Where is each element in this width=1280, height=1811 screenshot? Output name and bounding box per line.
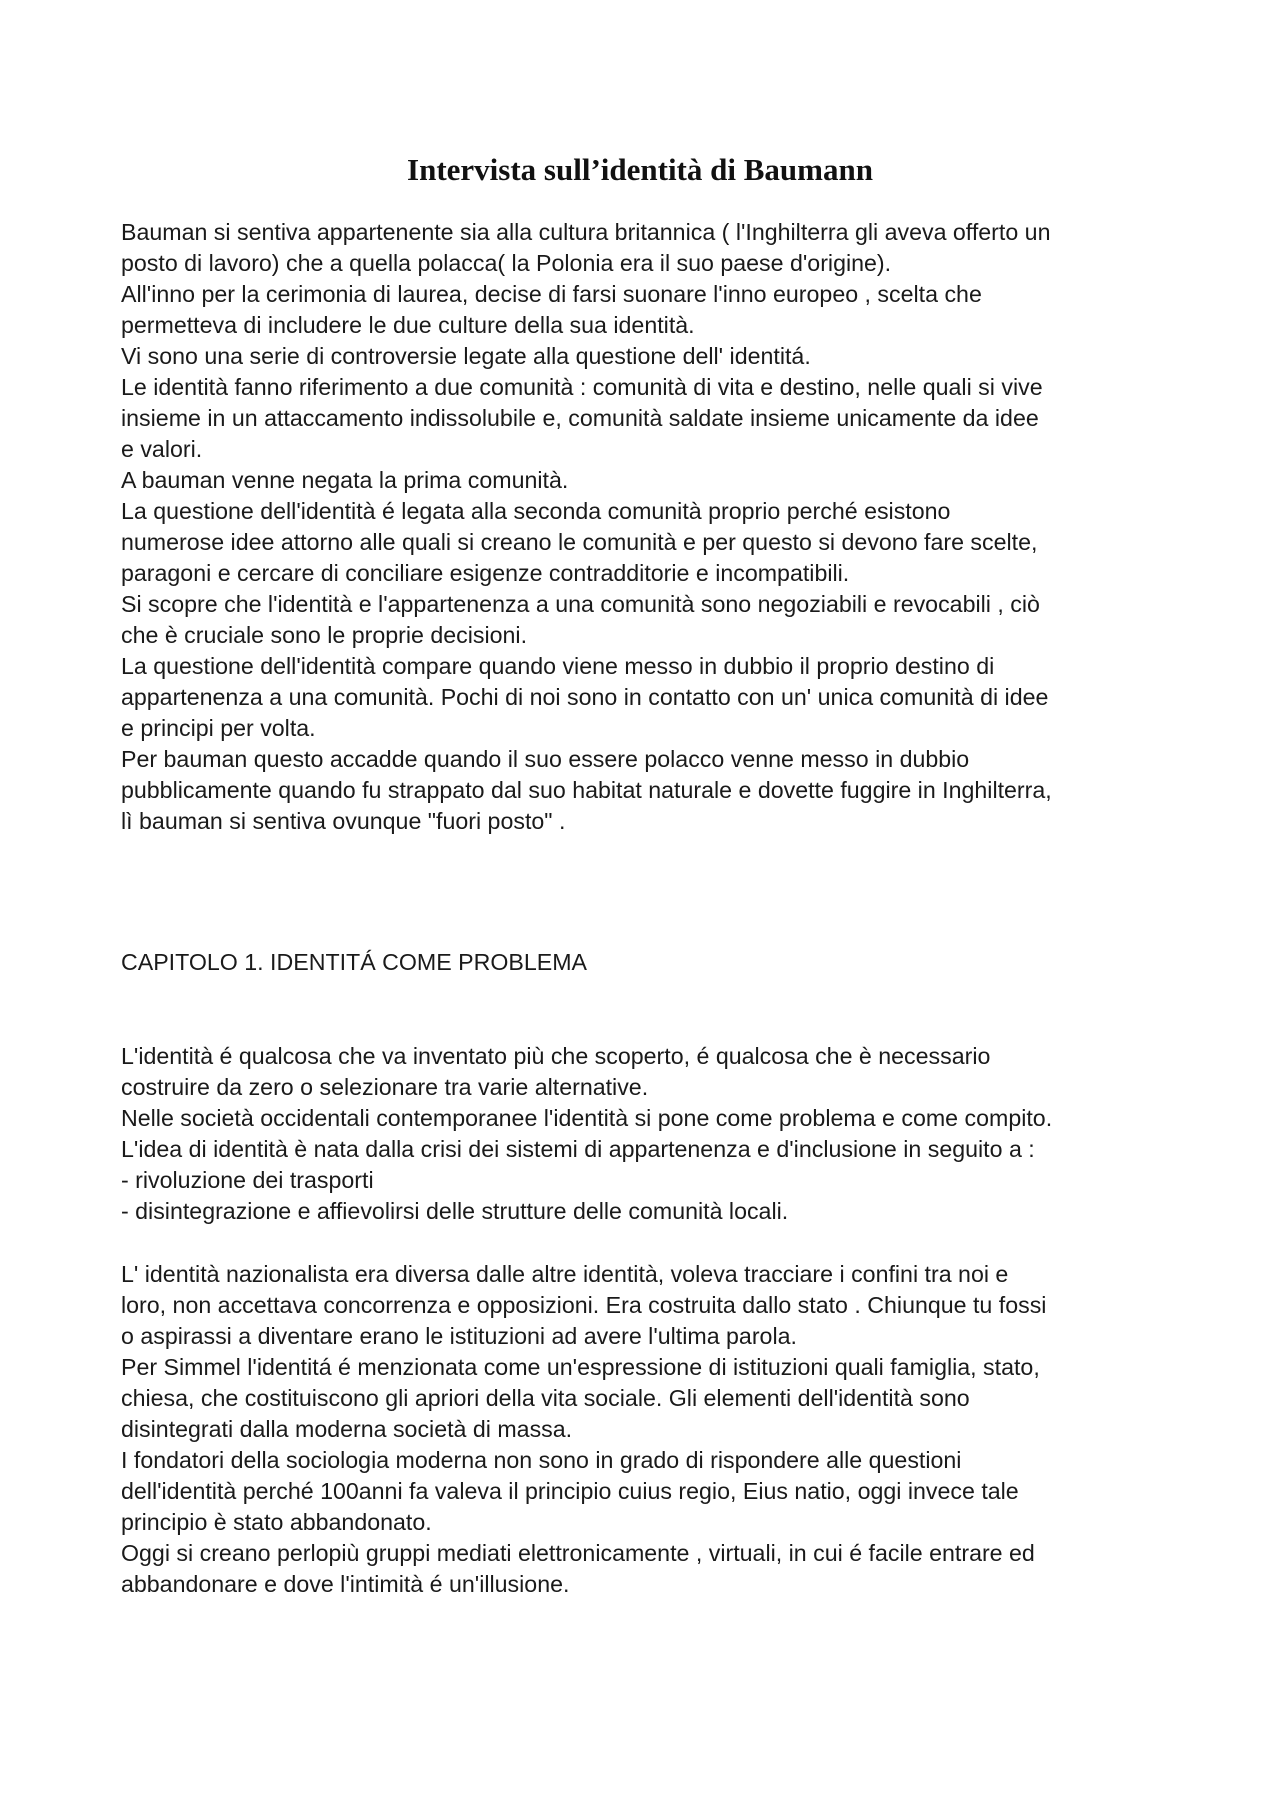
text-line: permetteva di includere le due culture della sua identità. xyxy=(121,312,695,338)
document-title: Intervista sull’identità di Baumann xyxy=(407,152,873,187)
text-line: costruire da zero o selezionare tra varie alternative. xyxy=(121,1074,649,1100)
text-line: disintegrati dalla moderna società di massa. xyxy=(121,1416,573,1442)
text-line: e valori. xyxy=(121,436,203,462)
text-line: Bauman si sentiva appartenente sia alla cultura britannica ( l'Inghilterra gli aveva offerto un xyxy=(121,219,1051,245)
text-line: chiesa, che costituiscono gli apriori della vita sociale. Gli elementi dell'identità sono xyxy=(121,1385,970,1411)
text-line: L' identità nazionalista era diversa dalle altre identità, voleva tracciare i confini tra noi e xyxy=(121,1261,1009,1287)
text-line: I fondatori della sociologia moderna non sono in grado di rispondere alle questioni xyxy=(121,1447,962,1473)
text-line: posto di lavoro) che a quella polacca( la Polonia era il suo paese d'origine). xyxy=(121,250,892,276)
text-line: Per Simmel l'identitá é menzionata come un'espressione di istituzioni quali famiglia, stato, xyxy=(121,1354,1040,1380)
chapter-heading xyxy=(121,947,1181,978)
chapter-paragraph-1 xyxy=(121,1041,1181,1227)
text-line: A bauman venne negata la prima comunità. xyxy=(121,467,569,493)
text-line: Le identità fanno riferimento a due comunità : comunità di vita e destino, nelle quali si vive xyxy=(121,374,1043,400)
text-line: numerose idee attorno alle quali si creano le comunità e per questo si devono fare scelte, xyxy=(121,529,1038,555)
chapter-heading-text: CAPITOLO 1. IDENTITÁ COME PROBLEMA xyxy=(121,949,587,975)
text-line: All'inno per la cerimonia di laurea, decise di farsi suonare l'inno europeo , scelta che xyxy=(121,281,982,307)
chapter-paragraph-2 xyxy=(121,1259,1181,1600)
text-line: pubblicamente quando fu strappato dal suo habitat naturale e dovette fuggire in Inghilterra, xyxy=(121,777,1052,803)
text-line: Vi sono una serie di controversie legate alla questione dell' identitá. xyxy=(121,343,811,369)
text-line: dell'identità perché 100anni fa valeva il principio cuius regio, Eius natio, oggi invece tale xyxy=(121,1478,1019,1504)
text-line: lì bauman si sentiva ovunque "fuori posto" . xyxy=(121,808,566,834)
text-line: La questione dell'identità é legata alla seconda comunità proprio perché esistono xyxy=(121,498,951,524)
text-line: Nelle società occidentali contemporanee l'identità si pone come problema e come compito. xyxy=(121,1105,1053,1131)
text-line: L'idea di identità è nata dalla crisi dei sistemi di appartenenza e d'inclusione in seguito a : xyxy=(121,1136,1035,1162)
intro-paragraphs xyxy=(121,217,1181,837)
text-line: principio è stato abbandonato. xyxy=(121,1509,432,1535)
text-line: abbandonare e dove l'intimità é un'illusione. xyxy=(121,1571,570,1597)
text-line: L'identità é qualcosa che va inventato più che scoperto, é qualcosa che è necessario xyxy=(121,1043,991,1069)
text-line: o aspirassi a diventare erano le istituzioni ad avere l'ultima parola. xyxy=(121,1323,797,1349)
text-line: insieme in un attaccamento indissolubile e, comunità saldate insieme unicamente da idee xyxy=(121,405,1039,431)
text-line: loro, non accettava concorrenza e opposizioni. Era costruita dallo stato . Chiunque tu fossi xyxy=(121,1292,1047,1318)
text-line: e principi per volta. xyxy=(121,715,316,741)
text-line: Oggi si creano perlopiù gruppi mediati elettronicamente , virtuali, in cui é facile entrare ed xyxy=(121,1540,1035,1566)
list-item: - rivoluzione dei trasporti xyxy=(121,1167,374,1193)
text-line: appartenenza a una comunità. Pochi di noi sono in contatto con un' unica comunità di idee xyxy=(121,684,1049,710)
list-item: - disintegrazione e affievolirsi delle strutture delle comunità locali. xyxy=(121,1198,789,1224)
text-line: Per bauman questo accadde quando il suo essere polacco venne messo in dubbio xyxy=(121,746,970,772)
text-line: che è cruciale sono le proprie decisioni. xyxy=(121,622,528,648)
text-line: paragoni e cercare di conciliare esigenze contradditorie e incompatibili. xyxy=(121,560,850,586)
text-line: Si scopre che l'identità e l'appartenenza a una comunità sono negoziabili e revocabili , ciò xyxy=(121,591,1040,617)
text-line: La questione dell'identità compare quando viene messo in dubbio il proprio destino di xyxy=(121,653,995,679)
